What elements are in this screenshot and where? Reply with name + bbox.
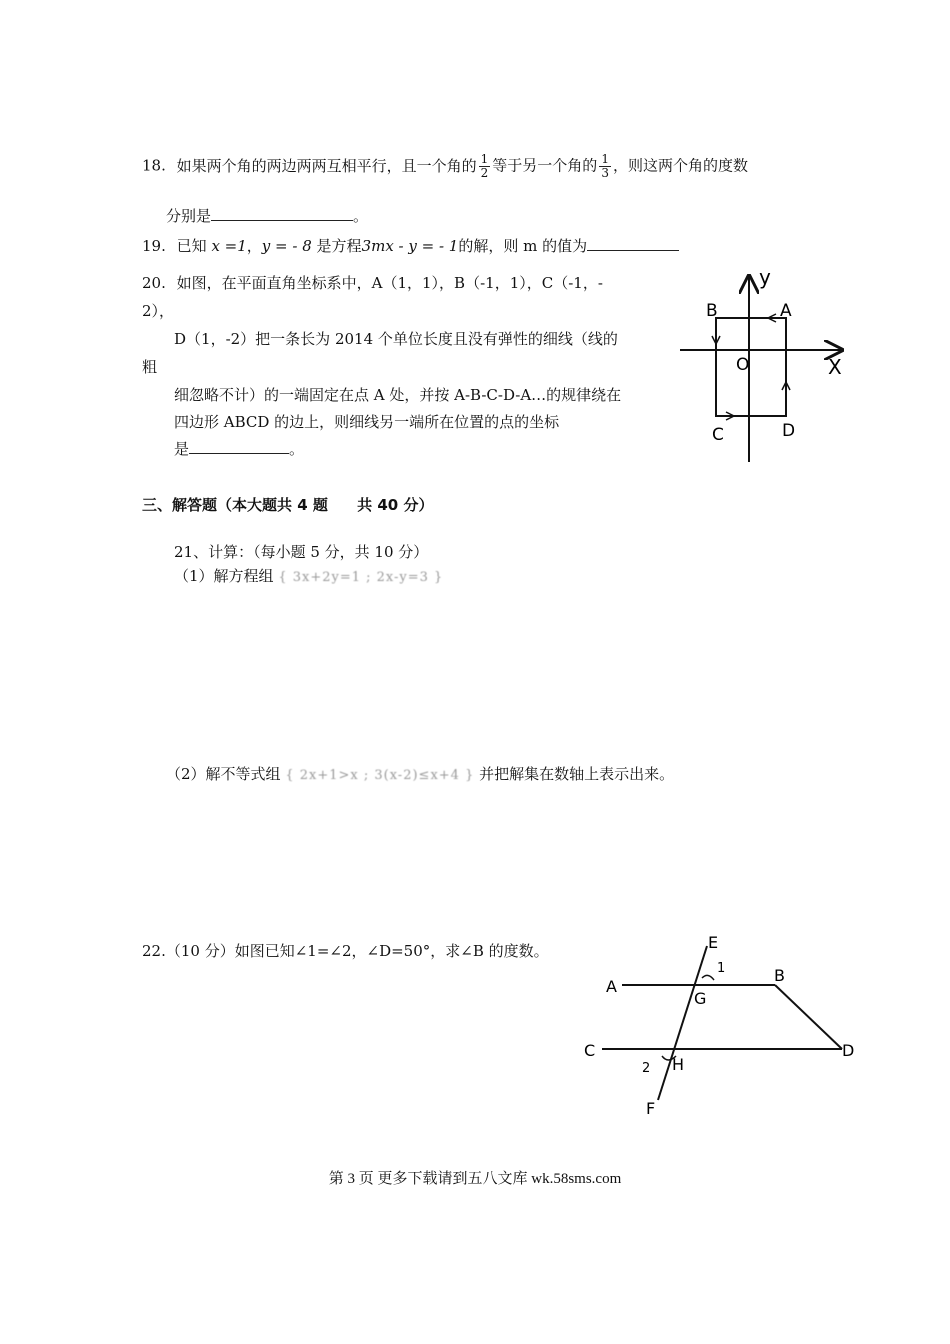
q18-number: 18. <box>142 156 166 175</box>
q19-text-c: 的解，则 m 的值为 <box>458 237 588 255</box>
point-b-label: B <box>706 301 718 321</box>
page-footer: 第 3 页 更多下载请到五八文库 wk.58sms.com <box>328 1171 622 1187</box>
point-f-label: F <box>646 1099 656 1118</box>
q22-parallel-lines-figure <box>580 928 860 1123</box>
angle-1-arc <box>702 975 714 980</box>
x-axis-label: X <box>828 355 842 379</box>
q19-answer-blank[interactable] <box>587 236 679 251</box>
angle-2-label: 2 <box>642 1061 651 1076</box>
origin-label: O <box>736 355 750 375</box>
q18-line2-text: 分别是 <box>166 207 212 225</box>
q18-line2 <box>166 205 368 226</box>
point-c-label: C <box>584 1041 596 1060</box>
q18-fraction-third: $\frac{1}{3}$ <box>601 152 609 180</box>
q21-part1 <box>174 565 443 586</box>
q19-line <box>142 235 679 256</box>
q21-part1-label: （1）解方程组 <box>174 567 274 585</box>
q21-part2 <box>166 763 674 784</box>
q20-line7-text: 是 <box>174 440 190 458</box>
q20-end: 。 <box>289 440 305 458</box>
q20-line6: 四边形 ABCD 的边上，则细线另一端所在位置的点的坐标 <box>174 413 560 431</box>
q20-number: 20. <box>142 274 166 292</box>
q21-part2-tail: 并把解集在数轴上表示出来。 <box>479 765 675 783</box>
point-a-label: A <box>780 301 792 321</box>
q20-line5: 细忽略不计）的一端固定在点 A 处，并按 A-B-C-D-A…的规律绕在 <box>174 386 622 404</box>
y-axis-label: y <box>759 265 771 289</box>
q18-text-a: 如果两个角的两边两两互相平行，且一个角的 <box>176 156 477 175</box>
q21-part2-label: （2）解不等式组 <box>166 765 281 783</box>
section3-heading <box>142 494 433 515</box>
q19-eq-y: y = - 8 <box>261 237 312 255</box>
rectangle-abcd <box>716 318 786 416</box>
q19-eq-main: 3mx - y = - 1 <box>361 237 459 255</box>
q20-line7 <box>174 438 304 459</box>
q21-part1-system: { 3x+2y=1 ; 2x-y=3 } <box>278 570 444 585</box>
point-b-label: B <box>774 966 785 985</box>
q21-title: 21、计算：（每小题 5 分，共 10 分） <box>174 543 429 561</box>
point-g-label: G <box>694 989 707 1008</box>
q22-text: 22.（10 分）如图已知∠1=∠2，∠D=50°，求∠B 的度数。 <box>142 942 549 960</box>
q19-eq-x: x =1 <box>211 237 247 255</box>
q20-line3: D（1，-2）把一条长为 2014 个单位长度且没有弹性的细线（线的 <box>174 330 618 348</box>
point-d-label: D <box>782 421 796 441</box>
q18-fraction-half: $\frac{1}{2}$ <box>480 152 489 180</box>
q20-line2: 2）， <box>142 302 175 320</box>
point-d-label: D <box>842 1041 855 1060</box>
section3-title: 三、解答题（本大题共 4 题 <box>142 496 328 514</box>
angle-1-label: 1 <box>717 961 726 976</box>
q20-answer-blank[interactable] <box>189 439 289 454</box>
segment-bd <box>775 985 842 1049</box>
q20-line1 <box>142 272 603 293</box>
q19-sep: ， <box>246 237 262 255</box>
point-e-label: E <box>708 933 719 952</box>
q19-text-a: 已知 <box>176 237 207 255</box>
transversal-ef <box>658 946 707 1100</box>
q18-answer-blank[interactable] <box>211 206 353 221</box>
section3-total: 共 40 分） <box>357 496 434 514</box>
q20-line1-text: 如图，在平面直角坐标系中，A（1，1），B（-1，1），C（-1，- <box>176 274 603 292</box>
q19-number: 19. <box>142 237 166 255</box>
q18-text-b: 等于另一个角的 <box>492 156 598 175</box>
q18-end: 。 <box>353 207 369 225</box>
q19-text-b: 是方程 <box>316 237 362 255</box>
point-a-label: A <box>606 977 617 996</box>
point-c-label: C <box>712 425 724 445</box>
q20-line4: 粗 <box>142 358 158 376</box>
q21-part2-system: { 2x+1>x ; 3(x-2)≤x+4 } <box>285 768 475 783</box>
q18-text-c: ，则这两个角的度数 <box>612 156 748 175</box>
q20-coordinate-figure <box>670 262 860 467</box>
point-h-label: H <box>672 1055 685 1074</box>
q18-line1 <box>142 153 748 180</box>
